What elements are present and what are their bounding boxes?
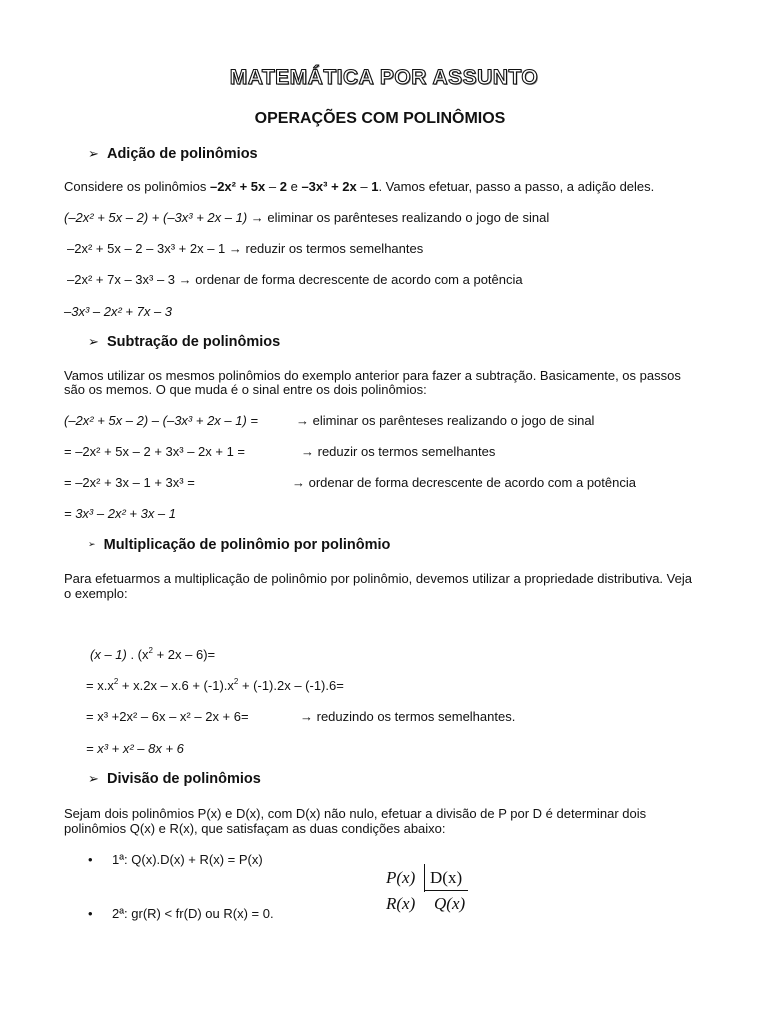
arrowhead-bullet-icon: ➢ <box>88 334 99 349</box>
multiplicacao-line-3-note: → reduzindo os termos semelhantes. <box>300 709 516 724</box>
long-division-diagram <box>384 862 474 922</box>
arrowhead-bullet-icon: ➢ <box>88 146 99 161</box>
subtracao-step-2-note: → reduzir os termos semelhantes <box>301 444 496 459</box>
subtracao-step-2-expr: = –2x² + 5x – 2 + 3x³ – 2x + 1 = <box>64 444 246 459</box>
adicao-step-3: –2x² + 7x – 3x³ – 3 → ordenar de forma decrescente de acordo com a potência <box>67 272 523 287</box>
divisao-intro-line-1: Sejam dois polinômios P(x) e D(x), com D(x) não nulo, efetuar a divisão de P por D é determinar dois <box>64 806 647 821</box>
section-heading-multiplicacao: ➢ Multiplicação de polinômio por polinômio <box>88 537 391 553</box>
adicao-step-2: –2x² + 5x – 2 – 3x³ + 2x – 1 → reduzir os termos semelhantes <box>67 241 424 256</box>
divisor-label: D(x) <box>430 868 463 887</box>
division-horizontal-line <box>424 890 468 891</box>
quotient-label: Q(x) <box>434 894 466 913</box>
adicao-result: –3x³ – 2x² + 7x – 3 <box>64 304 173 319</box>
section-heading-divisao: ➢ Divisão de polinômios <box>88 771 261 787</box>
multiplicacao-line-1: (x – 1) . $(x^2 + 2x - 6)=$ <box>90 646 216 662</box>
subtracao-intro-line-1: Vamos utilizar os mesmos polinômios do exemplo anterior para fazer a subtração. Basicamente, os passos <box>64 368 681 383</box>
adicao-intro: Considere os polinômios –2x² + 5x – 2 e –3x³ + 2x – 1. Vamos efetuar, passo a passo, a adição deles. <box>64 179 655 194</box>
divisao-intro-line-2: polinômios Q(x) e R(x), que satisfaçam as duas condições abaixo: <box>64 821 446 836</box>
multiplicacao-line-3-expr: = x³ +2x² – 6x – x² – 2x + 6= <box>86 709 249 724</box>
subtracao-intro-line-2: são os memos. O que muda é o sinal entre os dois polinômios: <box>64 382 427 397</box>
divisao-condition-2: 2ª: gr(R) < fr(D) ou R(x) = 0. <box>112 906 274 921</box>
bullet-dot-icon: • <box>88 906 93 921</box>
document-subtitle: OPERAÇÕES COM POLINÔMIOS <box>254 110 506 127</box>
subtracao-step-3-note: → ordenar de forma decrescente de acordo com a potência <box>292 475 636 490</box>
multiplicacao-line-2: = $x.x^2 + x.2x - x.6 + (-1).x^2 + (-1).2x - (-1).6=$ <box>86 677 344 693</box>
remainder-label: R(x) <box>386 894 416 913</box>
subtracao-step-1-expr: (–2x² + 5x – 2) – (–3x³ + 2x – 1) = <box>64 413 259 428</box>
section-heading-adicao: ➢ Adição de polinômios <box>88 146 258 162</box>
adicao-step-1: (–2x² + 5x – 2) + (–3x³ + 2x – 1) → eliminar os parênteses realizando o jogo de sinal <box>64 210 550 225</box>
section-heading-subtracao: ➢ Subtração de polinômios <box>88 334 281 350</box>
multiplicacao-result: = x³ + x² – 8x + 6 <box>86 741 184 756</box>
subtracao-step-1-note: → eliminar os parênteses realizando o jogo de sinal <box>296 413 595 428</box>
divisao-condition-1: 1ª: Q(x).D(x) + R(x) = P(x) <box>112 852 263 867</box>
arrowhead-bullet-icon: ➢ <box>88 771 99 786</box>
subtracao-result: = 3x³ – 2x² + 3x – 1 <box>64 506 177 521</box>
multiplicacao-intro-line-1: Para efetuarmos a multiplicação de polinômio por polinômio, devemos utilizar a propriedade distributiva. Veja <box>64 571 692 586</box>
bullet-dot-icon: • <box>88 852 93 867</box>
document-title: MATEMÁTICA POR ASSUNTO <box>229 66 539 89</box>
multiplicacao-intro-line-2: o exemplo: <box>64 586 128 601</box>
arrowhead-bullet-icon: ➢ <box>88 539 96 549</box>
dividend-label: P(x) <box>386 868 416 887</box>
subtracao-step-3-expr: = –2x² + 3x – 1 + 3x³ = <box>64 475 195 490</box>
division-vertical-line <box>424 864 425 892</box>
